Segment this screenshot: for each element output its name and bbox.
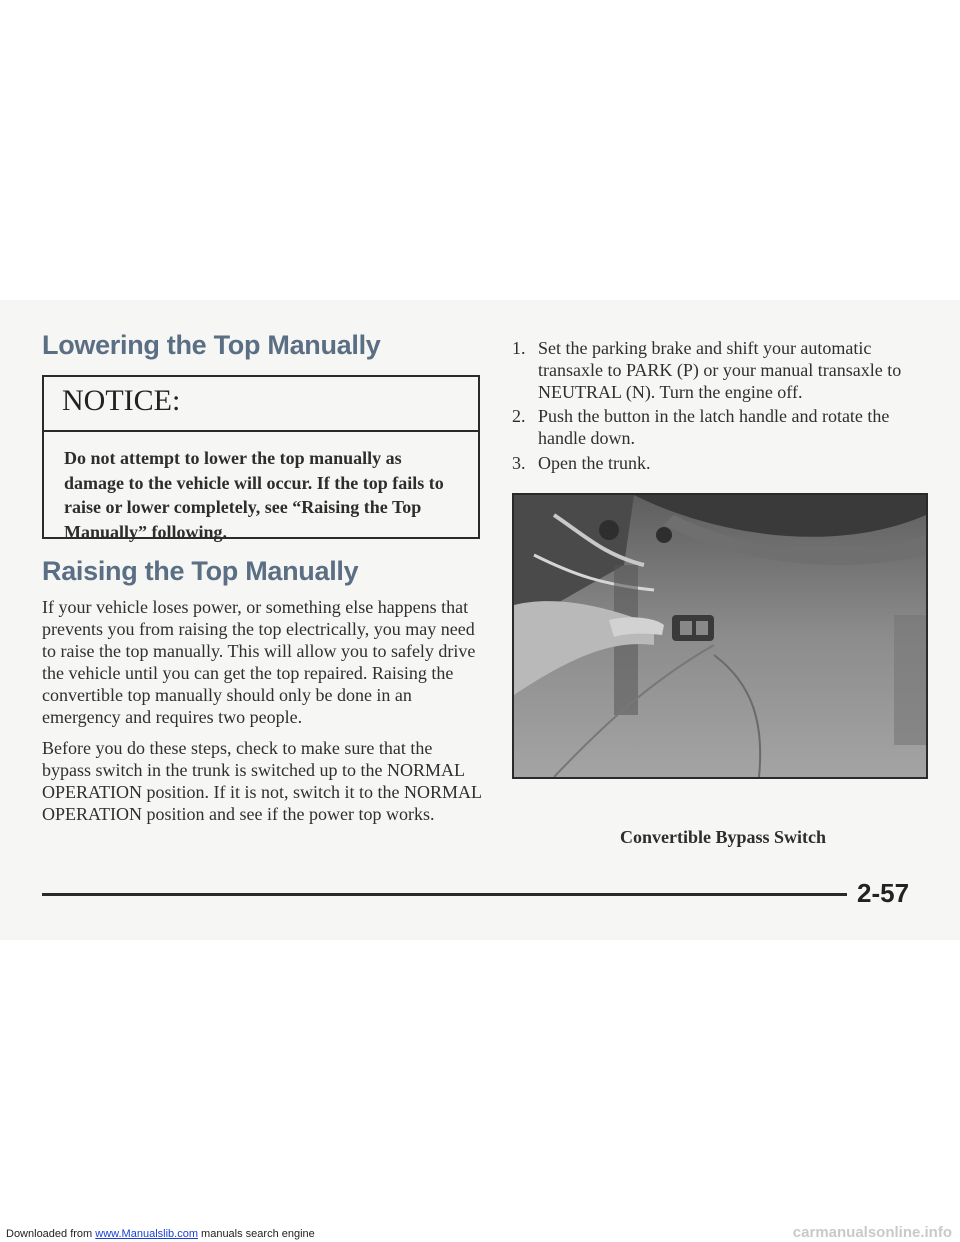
footer-prefix: Downloaded from	[6, 1228, 96, 1240]
paragraph-bypass-check: Before you do these steps, check to make sure that the bypass switch in the trunk is switched up to the NORMAL OPERATION position. If it is not, switch it to the NORMAL OPERATION position and see if the power top works.	[42, 738, 482, 824]
footer-suffix: manuals search engine	[197, 1228, 315, 1240]
step-text: Set the parking brake and shift your automatic transaxle to PARK (P) or your manual transaxle to NEUTRAL (N). Turn the engine off.	[538, 338, 902, 402]
heading-raising-top: Raising the Top Manually	[42, 556, 359, 586]
step-text: Push the button in the latch handle and rotate the handle down.	[538, 406, 890, 448]
step-number: 3.	[512, 453, 526, 473]
notice-box	[42, 375, 480, 542]
step-text: Open the trunk.	[538, 453, 651, 473]
photo-caption: Convertible Bypass Switch	[620, 827, 827, 847]
paragraph-raising-intro: If your vehicle loses power, or something else happens that prevents you from raising the top electrically, you may need to raise the top manually. This will allow you to safely drive the vehicle until you can get the top repaired. Raising the convertible top manually should only be done in an emergency and requires two people.	[42, 597, 476, 727]
trunk-bypass-switch-photo	[512, 493, 928, 779]
step-number: 2.	[512, 406, 526, 426]
footer-rule	[42, 893, 847, 896]
notice-title: NOTICE:	[44, 377, 478, 432]
download-footer	[6, 1228, 315, 1240]
manualslib-link[interactable]: www.Manualslib.com	[95, 1228, 198, 1240]
notice-body: Do not attempt to lower the top manually as damage to the vehicle will occur. If the top fails to raise or lower completely, see “Raising the Top Manually” following.	[64, 448, 444, 542]
step-number: 1.	[512, 338, 526, 358]
heading-lowering-top: Lowering the Top Manually	[42, 330, 381, 360]
page-number: 2-57	[857, 878, 910, 908]
watermark: carmanualsonline.info	[792, 1224, 952, 1241]
